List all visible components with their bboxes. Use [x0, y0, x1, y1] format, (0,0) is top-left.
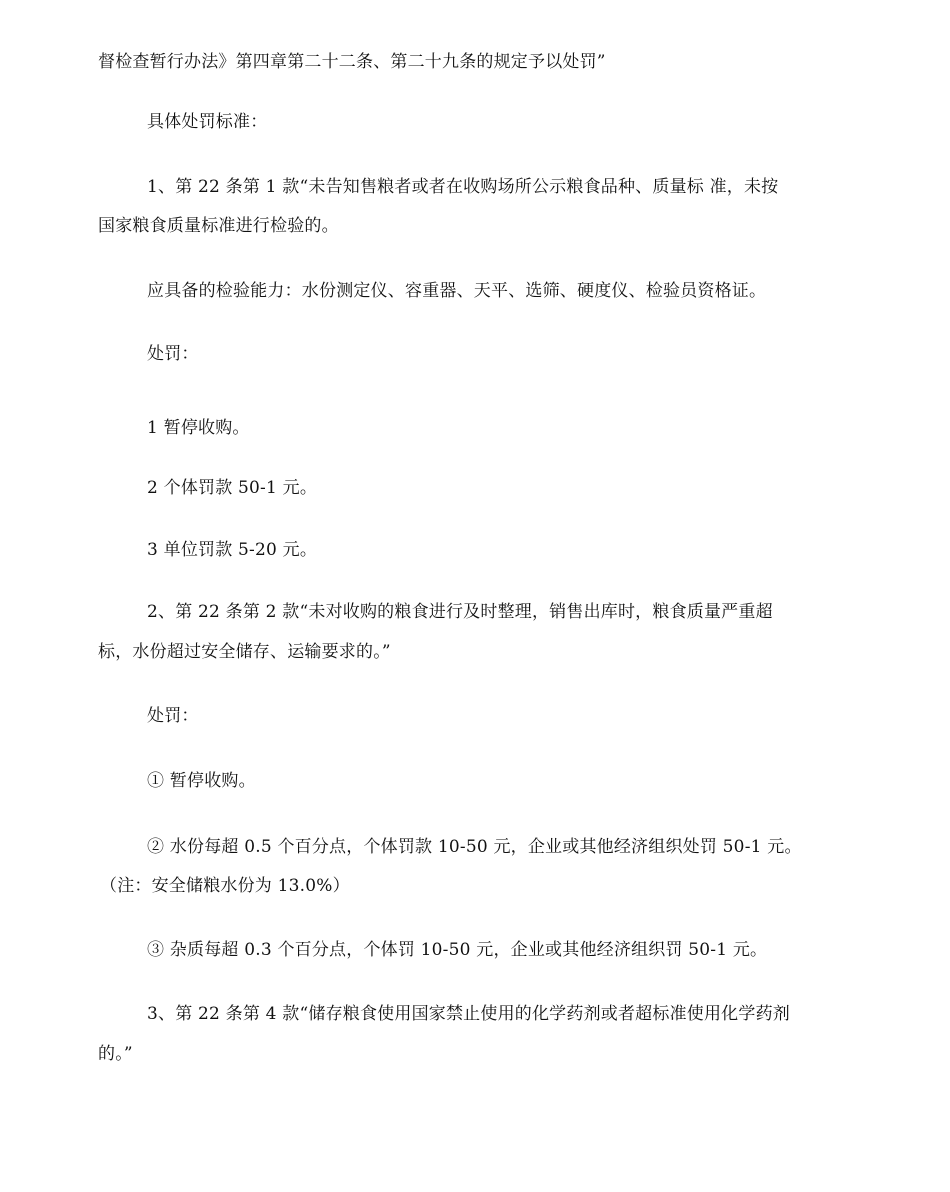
penalty-label-1: 处罚：	[147, 344, 199, 364]
penalty-circle-item-3: ③ 杂质每超 0.3 个百分点，个体罚 10-50 元，企业或其他经济组织罚 50-1 元。	[147, 940, 768, 960]
penalty-label-2: 处罚：	[147, 706, 199, 726]
penalty-item-1: 1 暂停收购。	[147, 418, 250, 438]
clause-3-line-2: 的。”	[98, 1044, 133, 1064]
clause-1-line-1: 1、第 22 条第 1 款“未告知售粮者或者在收购场所公示粮食品种、质量标 准，未按	[147, 177, 779, 197]
clause-2-line-2: 标，水份超过安全储存、运输要求的。”	[98, 642, 391, 662]
clause-1-line-2: 国家粮食质量标准进行检验的。	[98, 216, 339, 236]
penalty-item-2: 2 个体罚款 50-1 元。	[147, 478, 318, 498]
penalty-circle-item-1: ① 暂停收购。	[147, 771, 256, 791]
clause-2-line-1: 2、第 22 条第 2 款“未对收购的粮食进行及时整理，销售出库时，粮食质量严重超	[147, 602, 773, 622]
section-heading: 具体处罚标准：	[147, 112, 268, 132]
continuation-line: 督检查暂行办法》第四章第二十二条、第二十九条的规定予以处罚”	[98, 52, 606, 72]
clause-3-line-1: 3、第 22 条第 4 款“储存粮食使用国家禁止使用的化学药剂或者超标准使用化学药剂	[147, 1004, 790, 1024]
penalty-item-3: 3 单位罚款 5-20 元。	[147, 540, 318, 560]
moisture-note: （注：安全储粮水份为 13.0%）	[100, 876, 350, 896]
inspection-capability: 应具备的检验能力：水份测定仪、容重器、天平、选筛、硬度仪、检验员资格证。	[147, 281, 767, 301]
penalty-circle-item-2: ② 水份每超 0.5 个百分点，个体罚款 10-50 元，企业或其他经济组织处罚 50-1 元。	[147, 837, 802, 857]
